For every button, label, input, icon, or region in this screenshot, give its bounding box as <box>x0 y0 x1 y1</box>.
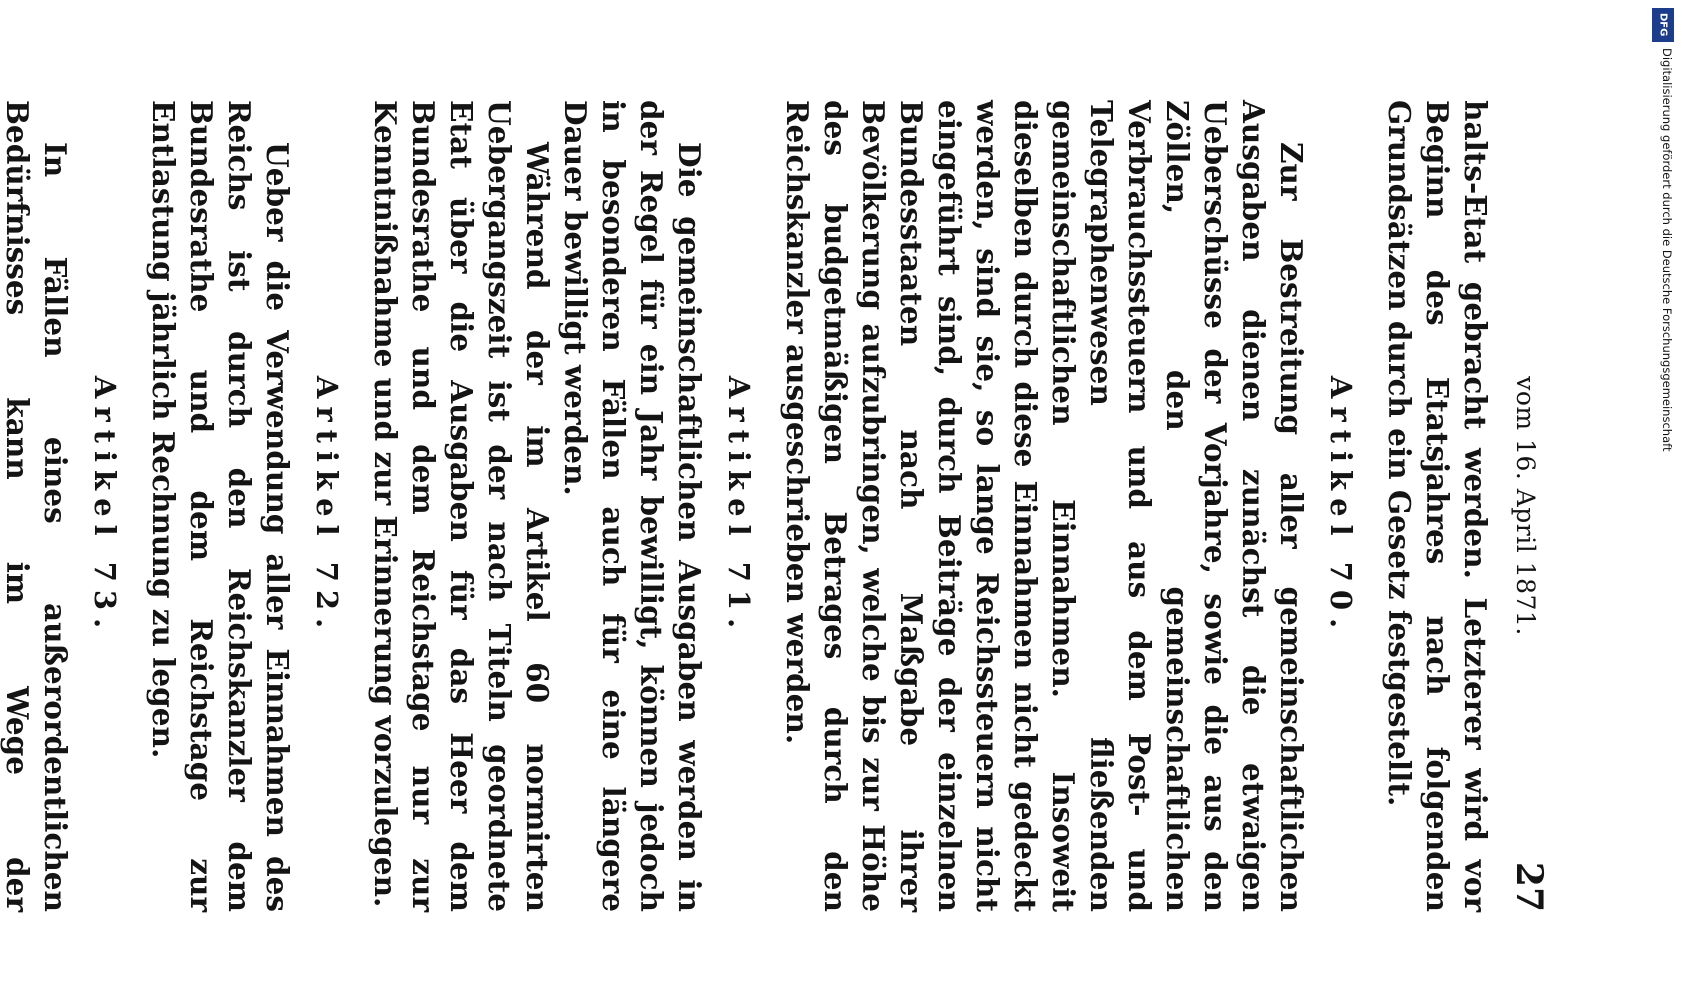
page-header <box>1494 100 1550 912</box>
digitization-credit: Digitalisierung gefördert durch die Deutsche Forschungsgemeinschaft <box>1660 48 1674 452</box>
article-71-heading: Artikel 71. <box>722 375 756 637</box>
article-70-text: Zur Bestreitung aller gemeinschaftlichen Ausgaben dienen zunächst die etwaigen Ueberschüsse der Vorjahre, sowie die aus den Zöllen, den gemeinschaftlichen Verbrauchssteuern und aus dem Post- und Telegraphenwesen fließenden gemeinschaftlichen Einnahmen. Insoweit dieselben durch diese Einnahmen nicht gedeckt werden, sind sie, so lange Reichssteuern nicht eingeführt sind, durch Beiträge der einzelnen Bundesstaaten nach Maßgabe ihrer Bevölkerung aufzubringen, welche bis zur Höhe des budgetmäßigen Betrages durch den Reichskanzler ausgeschrieben werden. <box>780 100 1309 912</box>
article-73-text: In Fällen eines außerordentlichen Bedürfnisses kann im Wege der <box>0 100 73 912</box>
article-71-text-1: Die gemeinschaftlichen Ausgaben werden in der Regel für ein Jahr bewilligt, können jedoch in besonderen Fällen auch für eine längere Dauer bewilligt werden. <box>558 100 707 912</box>
article-72-heading: Artikel 72. <box>310 375 344 637</box>
article-71-text-2: Während der im Artikel 60 normirten Uebergangszeit ist der nach Titeln geordnete Etat über die Ausgaben für das Heer dem Bundesrathe und dem Reichstage nur zur Kenntnißnahme und zur Erinnerung vorzulegen. <box>368 100 555 912</box>
article-70-heading: Artikel 70. <box>1324 375 1358 637</box>
article-72-text: Ueber die Verwendung aller Einnahmen des Reichs ist durch den Reichskanzler dem Bundesrathe und dem Reichstage zur Entlastung jährlich Rechnung zu legen. <box>146 100 295 912</box>
page-number: 27 <box>1508 861 1550 912</box>
dfg-logo: DFG <box>1652 8 1674 42</box>
article-73-heading: Artikel 73. <box>88 375 122 637</box>
document-page <box>0 50 1590 950</box>
digitization-credit-bar <box>1652 8 1676 608</box>
running-head: vom 16. April 1871. <box>1511 376 1540 636</box>
opening-paragraph: halts-Etat gebracht werden. Letzterer wird vor Beginn des Etatsjahres nach folgenden Grundsätzen durch ein Gesetz festgestellt. <box>1382 100 1493 912</box>
